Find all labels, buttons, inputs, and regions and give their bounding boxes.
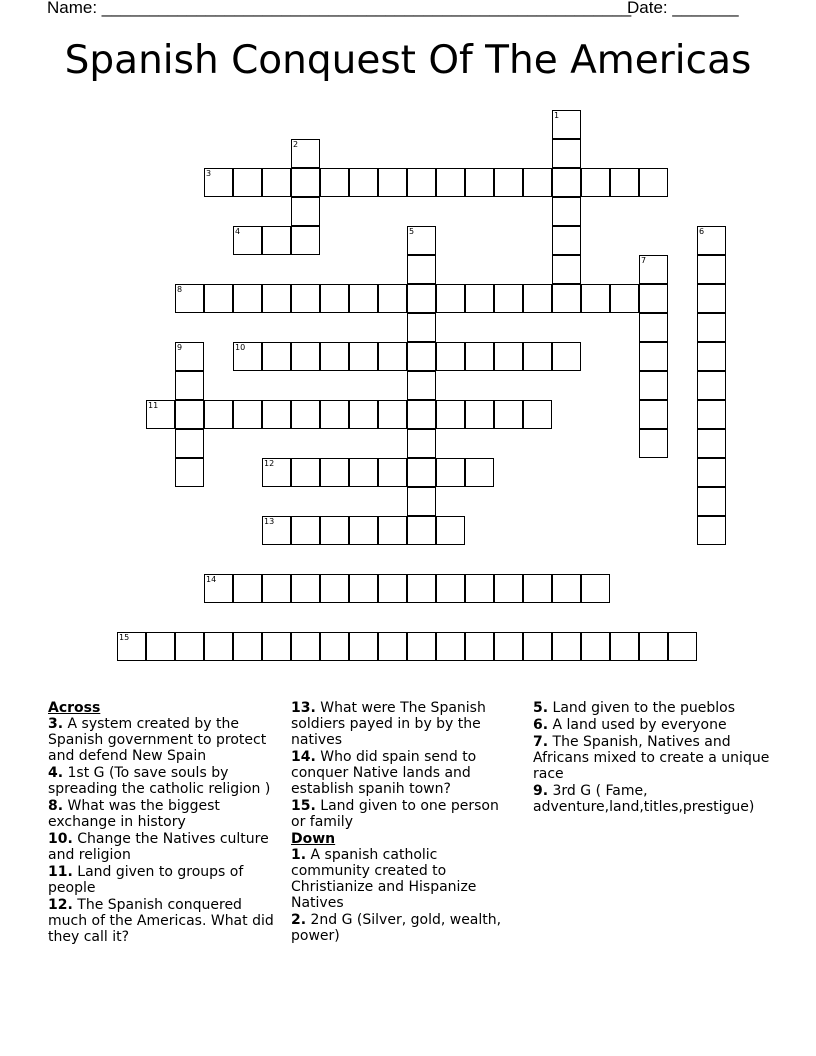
grid-cell[interactable] <box>291 197 320 226</box>
grid-cell[interactable] <box>407 255 436 284</box>
grid-cell[interactable] <box>320 168 349 197</box>
clue-item <box>533 783 773 815</box>
grid-cell[interactable] <box>552 168 581 197</box>
grid-cell[interactable] <box>378 516 407 545</box>
grid-cell[interactable] <box>349 400 378 429</box>
grid-cell[interactable] <box>465 284 494 313</box>
clue-item <box>291 798 516 830</box>
name-field-label: Name: ________________________________________________________ <box>47 0 632 17</box>
grid-cell[interactable] <box>349 458 378 487</box>
grid-cell[interactable] <box>668 632 697 661</box>
grid-cell[interactable] <box>436 400 465 429</box>
clue-item-text: 1st G (To save souls by spreading the catholic religion ) <box>48 765 271 797</box>
clue-number: 3 <box>206 169 212 178</box>
grid-cell[interactable] <box>581 284 610 313</box>
clue-number: 14 <box>206 575 217 584</box>
down-heading: Down <box>291 831 336 847</box>
clue-item-text: Who did spain send to conquer Native lands and establish spanih town? <box>291 749 477 797</box>
date-field-label: Date: _______ <box>627 0 739 17</box>
clue-item-text: A land used by everyone <box>548 717 727 733</box>
grid-cell[interactable] <box>349 516 378 545</box>
grid-cell[interactable] <box>407 284 436 313</box>
clue-item-number: 6. <box>533 717 549 733</box>
clue-number: 11 <box>148 401 159 410</box>
grid-cell[interactable] <box>320 342 349 371</box>
grid-cell[interactable] <box>407 487 436 516</box>
clue-item-number: 8. <box>48 798 64 814</box>
grid-cell[interactable] <box>552 284 581 313</box>
grid-cell[interactable] <box>378 574 407 603</box>
grid-cell[interactable] <box>697 255 726 284</box>
clue-item-number: 12. <box>48 897 73 913</box>
grid-cell[interactable] <box>465 574 494 603</box>
clue-item-text: Land given to one person or family <box>291 798 499 830</box>
grid-cell[interactable] <box>407 342 436 371</box>
clue-item-text: A spanish catholic community created to Christianize and Hispanize Natives <box>291 847 477 911</box>
grid-cell[interactable] <box>552 139 581 168</box>
grid-cell[interactable] <box>494 342 523 371</box>
grid-cell[interactable] <box>523 632 552 661</box>
grid-cell[interactable] <box>697 487 726 516</box>
grid-cell[interactable] <box>349 342 378 371</box>
grid-cell[interactable] <box>436 632 465 661</box>
clue-item-text: The Spanish, Natives and Africans mixed to create a unique race <box>533 734 770 782</box>
grid-cell[interactable] <box>494 400 523 429</box>
grid-cell[interactable] <box>523 400 552 429</box>
grid-cell[interactable] <box>146 632 175 661</box>
grid-cell[interactable] <box>639 429 668 458</box>
grid-cell[interactable] <box>378 632 407 661</box>
clue-item <box>533 734 773 782</box>
clue-item-number: 10. <box>48 831 73 847</box>
grid-cell[interactable] <box>436 284 465 313</box>
grid-cell[interactable] <box>320 400 349 429</box>
clue-number: 12 <box>264 459 275 468</box>
clue-item <box>48 897 283 945</box>
clue-item-text: 2nd G (Silver, gold, wealth, power) <box>291 912 502 944</box>
grid-cell[interactable] <box>697 313 726 342</box>
clue-number: 15 <box>119 633 130 642</box>
grid-cell[interactable] <box>436 516 465 545</box>
clue-number: 13 <box>264 517 275 526</box>
grid-cell[interactable] <box>262 574 291 603</box>
clue-item-text: Change the Natives culture and religion <box>48 831 269 863</box>
grid-cell[interactable] <box>320 284 349 313</box>
grid-cell[interactable] <box>175 400 204 429</box>
grid-cell[interactable] <box>175 458 204 487</box>
clue-item-number: 4. <box>48 765 64 781</box>
clue-item-number: 11. <box>48 864 73 880</box>
grid-cell[interactable] <box>523 168 552 197</box>
grid-cell[interactable] <box>697 458 726 487</box>
grid-cell[interactable] <box>291 342 320 371</box>
clue-number: 10 <box>235 343 246 352</box>
clue-item-text: Land given to the pueblos <box>548 700 736 716</box>
clue-item-number: 2. <box>291 912 307 928</box>
grid-cell[interactable] <box>407 574 436 603</box>
clue-number: 1 <box>554 111 560 120</box>
grid-cell[interactable] <box>436 342 465 371</box>
clues-column-3 <box>533 700 773 816</box>
grid-cell[interactable] <box>349 632 378 661</box>
grid-cell[interactable] <box>291 458 320 487</box>
clue-item-number: 7. <box>533 734 549 750</box>
clue-item-number: 1. <box>291 847 307 863</box>
grid-cell[interactable] <box>291 284 320 313</box>
grid-cell[interactable] <box>378 284 407 313</box>
clue-item <box>48 864 283 896</box>
clue-number: 5 <box>409 227 415 236</box>
clue-item <box>291 700 516 748</box>
grid-cell[interactable] <box>233 284 262 313</box>
clue-item-text: What was the biggest exchange in history <box>48 798 220 830</box>
grid-cell[interactable] <box>465 400 494 429</box>
grid-cell[interactable] <box>262 342 291 371</box>
grid-cell[interactable] <box>523 342 552 371</box>
grid-cell[interactable] <box>436 458 465 487</box>
grid-cell[interactable] <box>610 632 639 661</box>
grid-cell[interactable] <box>436 168 465 197</box>
clue-number: 6 <box>699 227 705 236</box>
grid-cell[interactable] <box>552 255 581 284</box>
grid-cell[interactable] <box>639 313 668 342</box>
grid-cell[interactable] <box>552 197 581 226</box>
grid-cell[interactable] <box>378 400 407 429</box>
clue-item-number: 3. <box>48 716 64 732</box>
grid-cell[interactable] <box>697 284 726 313</box>
grid-cell[interactable] <box>175 429 204 458</box>
grid-cell[interactable] <box>552 342 581 371</box>
grid-cell[interactable] <box>639 632 668 661</box>
clue-item <box>533 700 773 716</box>
grid-cell[interactable] <box>407 516 436 545</box>
grid-cell[interactable] <box>465 632 494 661</box>
across-heading: Across <box>48 700 101 716</box>
clue-item-text: A system created by the Spanish government to protect and defend New Spain <box>48 716 267 764</box>
grid-cell[interactable] <box>378 342 407 371</box>
grid-cell[interactable] <box>320 574 349 603</box>
grid-cell[interactable] <box>494 632 523 661</box>
grid-cell[interactable] <box>610 168 639 197</box>
clues-column-2 <box>291 700 516 945</box>
grid-cell[interactable] <box>349 284 378 313</box>
clue-item <box>533 717 773 733</box>
grid-cell[interactable] <box>639 371 668 400</box>
clue-number: 9 <box>177 343 183 352</box>
clue-item-text: What were The Spanish soldiers payed in by by the natives <box>291 700 486 748</box>
clue-number: 4 <box>235 227 241 236</box>
clue-item <box>48 831 283 863</box>
grid-cell[interactable] <box>349 574 378 603</box>
grid-cell[interactable] <box>175 632 204 661</box>
grid-cell[interactable] <box>320 458 349 487</box>
grid-cell[interactable] <box>291 400 320 429</box>
clue-number: 7 <box>641 256 647 265</box>
grid-cell[interactable] <box>639 284 668 313</box>
grid-cell[interactable] <box>407 429 436 458</box>
grid-cell[interactable] <box>233 574 262 603</box>
grid-cell[interactable] <box>639 342 668 371</box>
grid-cell[interactable] <box>494 168 523 197</box>
grid-cell[interactable] <box>407 458 436 487</box>
grid-cell[interactable] <box>697 400 726 429</box>
clue-item-number: 15. <box>291 798 316 814</box>
grid-cell[interactable] <box>494 574 523 603</box>
clue-item <box>48 716 283 764</box>
clues-column-1 <box>48 700 283 946</box>
clue-item-number: 5. <box>533 700 549 716</box>
grid-cell[interactable] <box>262 632 291 661</box>
clue-number: 2 <box>293 140 299 149</box>
clue-item-number: 13. <box>291 700 316 716</box>
grid-cell[interactable] <box>204 400 233 429</box>
grid-cell[interactable] <box>320 632 349 661</box>
grid-cell[interactable] <box>233 168 262 197</box>
grid-cell[interactable] <box>552 226 581 255</box>
grid-cell[interactable] <box>233 400 262 429</box>
grid-cell[interactable] <box>262 168 291 197</box>
grid-cell[interactable] <box>639 168 668 197</box>
clue-item <box>291 749 516 797</box>
grid-cell[interactable] <box>291 516 320 545</box>
grid-cell[interactable] <box>291 226 320 255</box>
grid-cell[interactable] <box>175 371 204 400</box>
grid-cell[interactable] <box>697 429 726 458</box>
grid-cell[interactable] <box>204 284 233 313</box>
grid-cell[interactable] <box>407 632 436 661</box>
grid-cell[interactable] <box>581 168 610 197</box>
grid-cell[interactable] <box>639 400 668 429</box>
clue-item <box>291 912 516 944</box>
grid-cell[interactable] <box>378 458 407 487</box>
grid-cell[interactable] <box>552 574 581 603</box>
grid-cell[interactable] <box>697 371 726 400</box>
grid-cell[interactable] <box>320 516 349 545</box>
clue-item-number: 14. <box>291 749 316 765</box>
grid-cell[interactable] <box>262 284 291 313</box>
grid-cell[interactable] <box>581 574 610 603</box>
grid-cell[interactable] <box>523 284 552 313</box>
clue-item-text: The Spanish conquered much of the Americas. What did they call it? <box>48 897 274 945</box>
grid-cell[interactable] <box>291 632 320 661</box>
clue-item <box>48 765 283 797</box>
grid-cell[interactable] <box>407 313 436 342</box>
grid-cell[interactable] <box>378 168 407 197</box>
clue-item-text: 3rd G ( Fame, adventure,land,titles,prestigue) <box>533 783 755 815</box>
grid-cell[interactable] <box>465 342 494 371</box>
grid-cell[interactable] <box>262 400 291 429</box>
grid-cell[interactable] <box>291 574 320 603</box>
grid-cell[interactable] <box>610 284 639 313</box>
grid-cell[interactable] <box>436 574 465 603</box>
grid-cell[interactable] <box>581 632 610 661</box>
page-title: Spanish Conquest Of The Americas <box>64 38 752 83</box>
grid-cell[interactable] <box>465 458 494 487</box>
grid-cell[interactable] <box>262 226 291 255</box>
grid-cell[interactable] <box>465 168 494 197</box>
grid-cell[interactable] <box>407 400 436 429</box>
grid-cell[interactable] <box>697 342 726 371</box>
grid-cell[interactable] <box>349 168 378 197</box>
clue-item-text: Land given to groups of people <box>48 864 244 896</box>
clue-number: 8 <box>177 285 183 294</box>
grid-cell[interactable] <box>291 168 320 197</box>
grid-cell[interactable] <box>407 371 436 400</box>
grid-cell[interactable] <box>233 632 262 661</box>
clue-item-number: 9. <box>533 783 549 799</box>
grid-cell[interactable] <box>204 632 233 661</box>
grid-cell[interactable] <box>407 168 436 197</box>
grid-cell[interactable] <box>494 284 523 313</box>
grid-cell[interactable] <box>552 632 581 661</box>
clue-item <box>291 847 516 911</box>
clue-item <box>48 798 283 830</box>
grid-cell[interactable] <box>697 516 726 545</box>
grid-cell[interactable] <box>523 574 552 603</box>
